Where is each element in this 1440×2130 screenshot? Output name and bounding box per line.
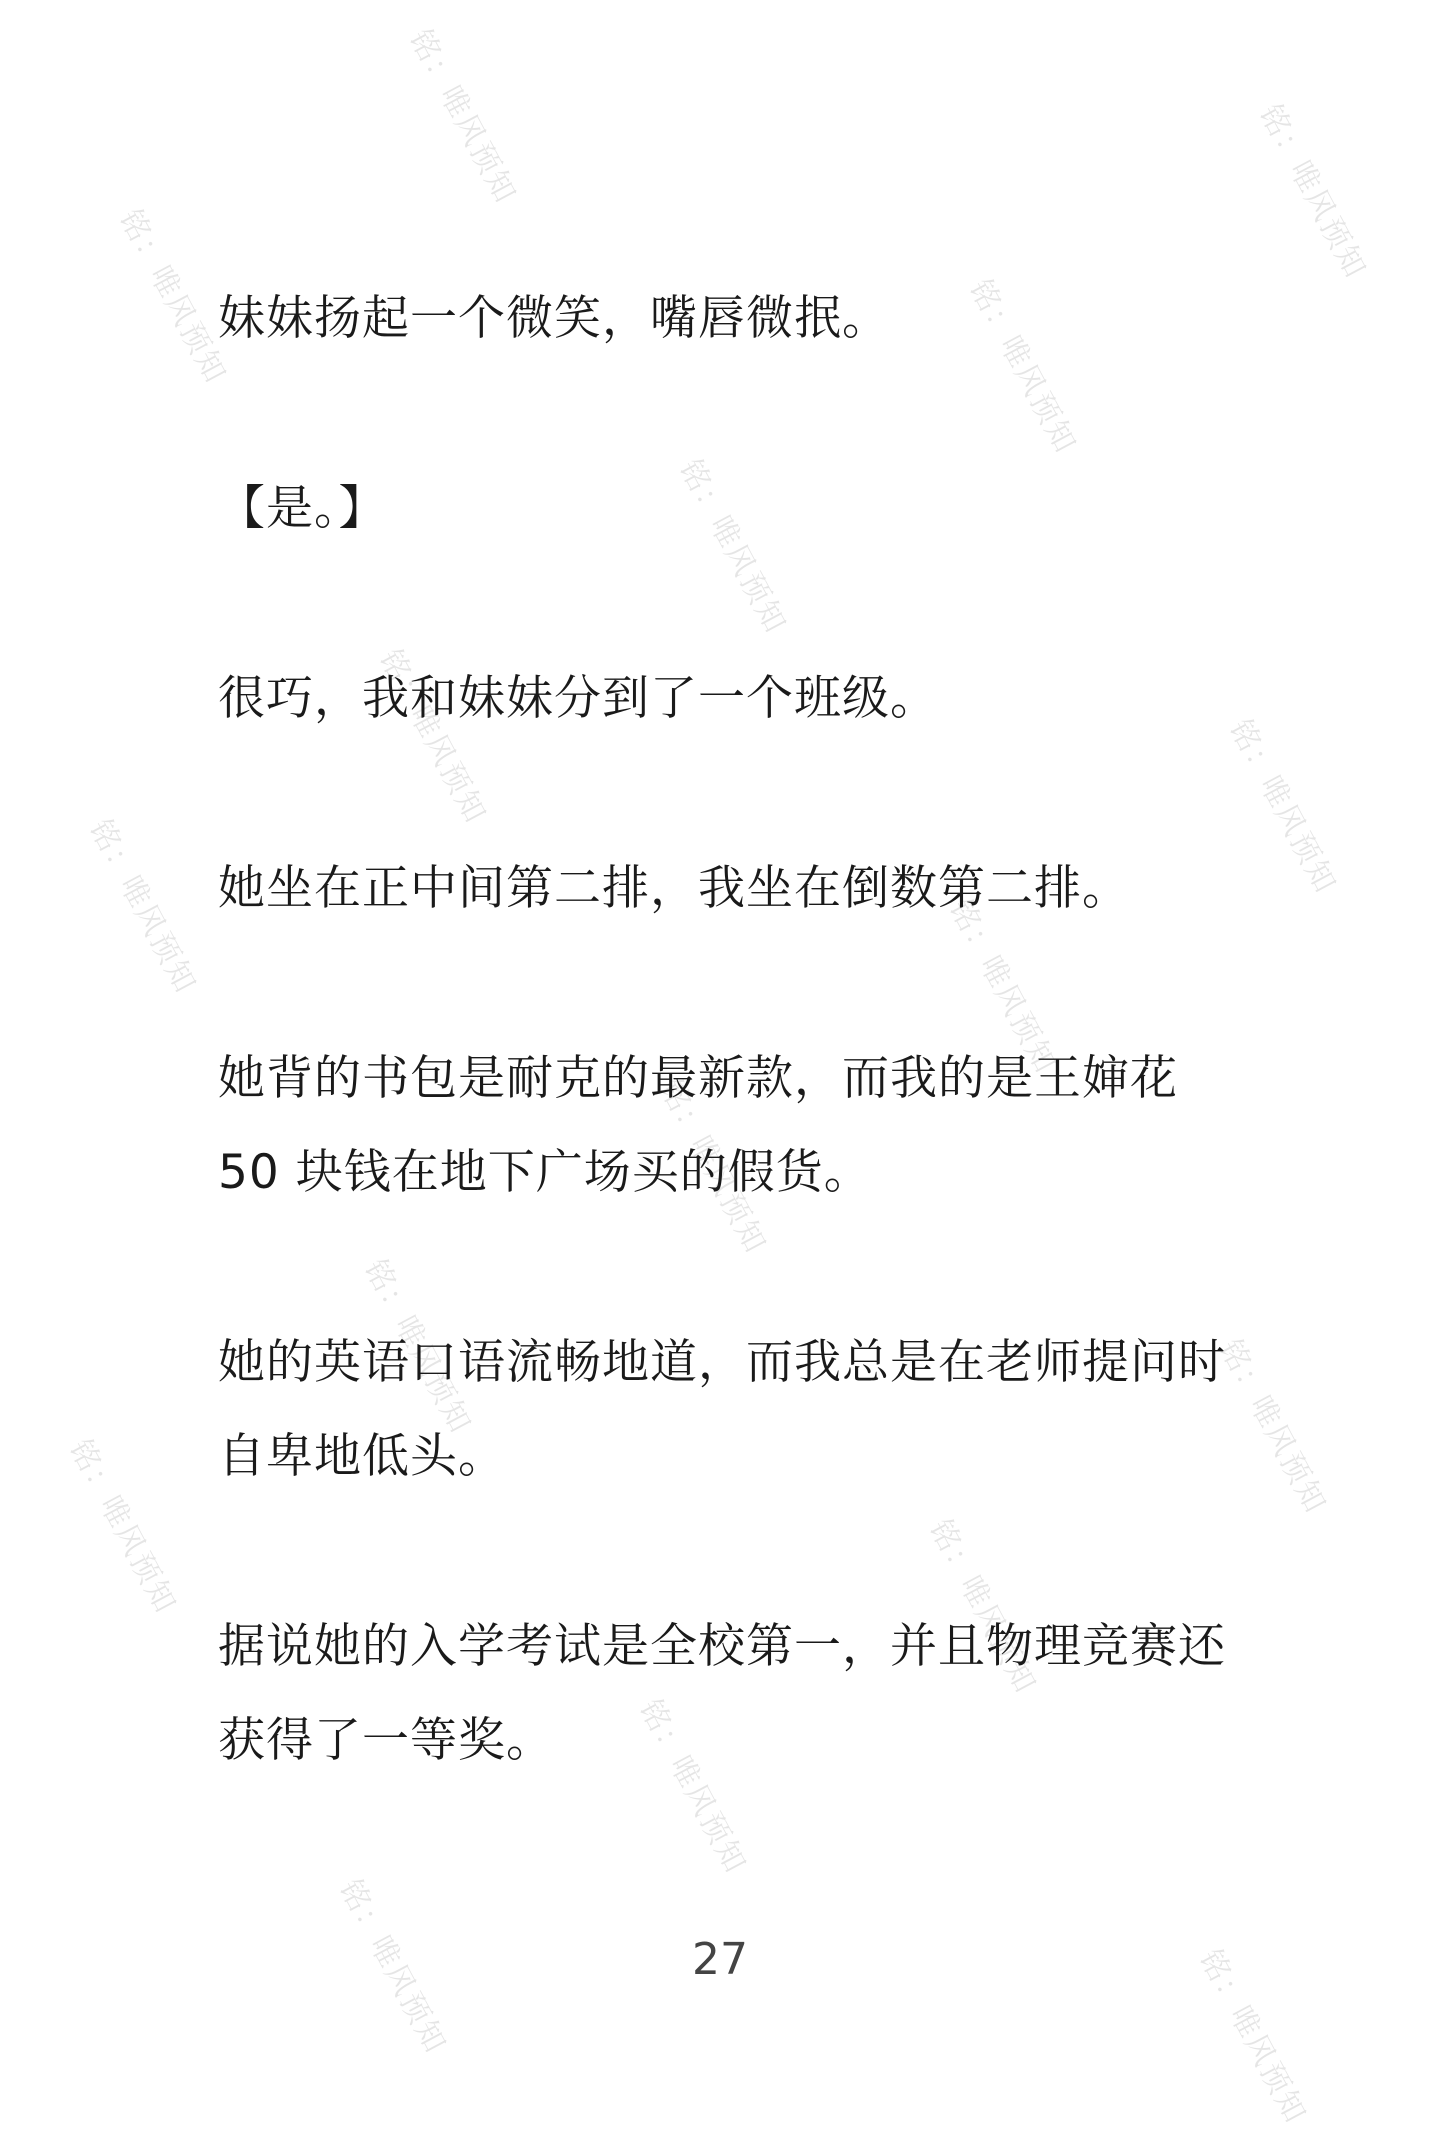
watermark: 铭：唯风预知 <box>672 453 794 640</box>
watermark: 铭：唯风预知 <box>112 203 234 390</box>
watermark: 铭：唯风预知 <box>1212 1333 1334 1520</box>
paragraph: 妹妹扬起一个微笑，嘴唇微抿。 <box>218 291 890 346</box>
watermark: 铭：唯风预知 <box>1222 713 1344 900</box>
watermark: 铭：唯风预知 <box>1192 1943 1314 2130</box>
paragraph: 她坐在正中间第二排，我坐在倒数第二排。 <box>218 861 1130 916</box>
paragraph: 【是。】 <box>218 481 387 536</box>
watermark: 铭：唯风预知 <box>922 1513 1044 1700</box>
paragraph: 据说她的入学考试是全校第一，并且物理竞赛还获得了一等奖。 <box>218 1619 1226 1768</box>
watermark: 铭：唯风预知 <box>1252 98 1374 285</box>
watermark: 铭：唯风预知 <box>357 1253 479 1440</box>
watermark: 铭：唯风预知 <box>62 1433 184 1620</box>
paragraph: 她的英语口语流畅地道，而我总是在老师提问时自卑地低头。 <box>218 1335 1226 1484</box>
watermark: 铭：唯风预知 <box>652 1073 774 1260</box>
paragraph: 她背的书包是耐克的最新款，而我的是王婶花 50 块钱在地下广场买的假货。 <box>218 1051 1178 1200</box>
paragraph: 很巧，我和妹妹分到了一个班级。 <box>218 671 938 726</box>
watermark: 铭：唯风预知 <box>402 23 524 210</box>
watermark: 铭：唯风预知 <box>962 273 1084 460</box>
watermark: 铭：唯风预知 <box>632 1693 754 1880</box>
page-number: 27 <box>692 1934 748 1985</box>
watermark: 铭：唯风预知 <box>82 813 204 1000</box>
watermark: 铭：唯风预知 <box>332 1873 454 2060</box>
watermark: 铭：唯风预知 <box>372 643 494 830</box>
watermark: 铭：唯风预知 <box>942 893 1064 1080</box>
